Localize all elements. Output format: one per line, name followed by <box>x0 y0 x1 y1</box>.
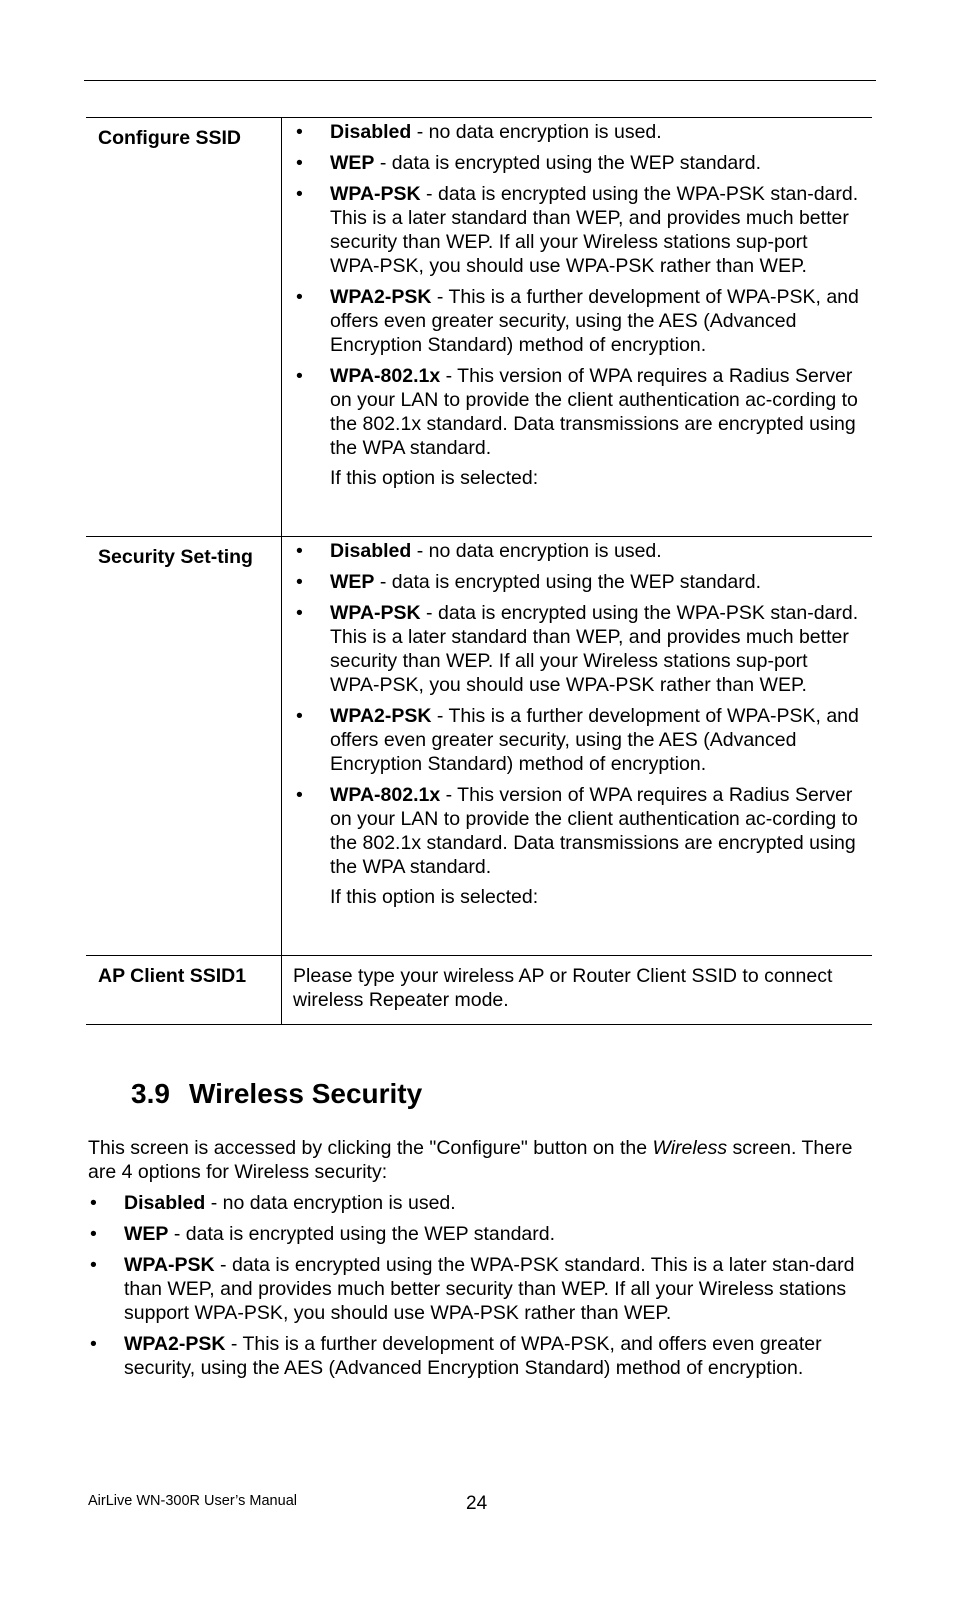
row-description: Please type your wireless AP or Router Client SSID to connect wireless Repeater mode. <box>293 965 833 1011</box>
header-rule <box>84 80 876 81</box>
list-item <box>88 1332 878 1380</box>
bullet-icon: • <box>90 1223 97 1245</box>
option-name: Disabled <box>330 121 412 143</box>
bullet-icon: • <box>296 705 303 727</box>
bullet-icon: • <box>296 121 303 143</box>
section-title: Wireless Security <box>189 1078 423 1109</box>
option-desc: - data is encrypted using the WPA-PSK standard. This is a later stan-dard than WEP, and provides much better security than WEP. If all your Wireless stations support WPA-PSK, you should use WPA-PSK rather than WEP. <box>124 1254 855 1324</box>
option-name: WPA-802.1x <box>330 365 441 387</box>
list-item <box>282 151 862 175</box>
section-body <box>88 1136 878 1380</box>
bullet-icon: • <box>296 784 303 806</box>
option-list <box>282 539 862 879</box>
option-name: WPA-802.1x <box>330 784 441 806</box>
list-item <box>282 539 862 563</box>
option-desc: - This version of WPA requires a Radius Server on your LAN to provide the client authentication ac-cording to the 802.1x standard. Data transmissions are encrypted using the WPA standard. <box>330 365 858 459</box>
list-item <box>282 285 862 357</box>
option-name: WPA2-PSK <box>330 286 432 308</box>
row-label: Configure SSID <box>86 118 282 537</box>
intro-emphasis: Wireless <box>652 1137 728 1159</box>
intro-text: This screen is accessed by clicking the "Configure" button on the <box>88 1137 653 1159</box>
option-name: WPA-PSK <box>330 602 421 624</box>
option-name: WPA2-PSK <box>330 705 432 727</box>
option-desc: - data is encrypted using the WPA-PSK stan-dard. This is a later standard than WEP, and provides much better security than WEP. If all your Wireless stations sup-port WPA-PSK, you should use WPA-PSK rather than WEP. <box>330 602 859 696</box>
bullet-icon: • <box>296 152 303 174</box>
row-label: AP Client SSID1 <box>86 956 282 1025</box>
option-name: WEP <box>330 571 375 593</box>
bullet-icon: • <box>296 602 303 624</box>
option-desc: - data is encrypted using the WEP standard. <box>374 571 762 593</box>
list-item <box>88 1191 878 1215</box>
table-row-ap-client-ssid1 <box>86 956 872 1025</box>
option-desc: - This is a further development of WPA-PSK, and offers even greater security, using the AES (Advanced Encryption Standard) method of encryption. <box>124 1333 822 1379</box>
section-number: 3.9 <box>131 1078 170 1109</box>
option-desc: - This version of WPA requires a Radius Server on your LAN to provide the client authentication ac-cording to the 802.1x standard. Data transmissions are encrypted using the WPA standard. <box>330 784 858 878</box>
option-name: WEP <box>330 152 375 174</box>
list-item <box>88 1222 878 1246</box>
list-item <box>282 704 862 776</box>
bullet-icon: • <box>90 1333 97 1355</box>
option-desc: - This is a further development of WPA-PSK, and offers even greater security, using the AES (Advanced Encryption Standard) method of encryption. <box>330 705 859 775</box>
intro-paragraph <box>88 1136 878 1184</box>
option-note: If this option is selected: <box>330 467 539 489</box>
bullet-icon: • <box>90 1254 97 1276</box>
option-name: Disabled <box>124 1192 206 1214</box>
option-name: Disabled <box>330 540 412 562</box>
bullet-icon: • <box>296 183 303 205</box>
list-item <box>282 570 862 594</box>
row-description <box>282 118 873 537</box>
option-name: WPA-PSK <box>330 183 421 205</box>
option-name: WEP <box>124 1223 169 1245</box>
option-note: If this option is selected: <box>330 886 539 908</box>
bullet-icon: • <box>296 540 303 562</box>
option-desc: - data is encrypted using the WPA-PSK stan-dard. This is a later standard than WEP, and provides much better security than WEP. If all your Wireless stations sup-port WPA-PSK, you should use WPA-PSK rather than WEP. <box>330 183 859 277</box>
option-desc: - no data encryption is used. <box>411 540 662 562</box>
option-desc: - no data encryption is used. <box>411 121 662 143</box>
option-desc: - data is encrypted using the WEP standard. <box>374 152 762 174</box>
bullet-icon: • <box>296 571 303 593</box>
table-row-security-setting <box>86 537 872 956</box>
list-item <box>88 1253 878 1325</box>
list-item <box>282 601 862 697</box>
intro-text: screen. There are 4 options for Wireless security: <box>88 1137 853 1183</box>
option-list <box>282 120 862 460</box>
bullet-icon: • <box>296 286 303 308</box>
list-item <box>282 182 862 278</box>
row-label: Security Set-ting <box>86 537 282 956</box>
option-desc: - data is encrypted using the WEP standard. <box>168 1223 556 1245</box>
list-item <box>282 783 862 879</box>
footer-manual-title: AirLive WN-300R User’s Manual <box>88 1493 297 1509</box>
option-name: WPA2-PSK <box>124 1333 226 1355</box>
bullet-icon: • <box>90 1192 97 1214</box>
row-description <box>282 537 873 956</box>
option-name: WPA-PSK <box>124 1254 215 1276</box>
bullet-icon: • <box>296 365 303 387</box>
option-desc: - This is a further development of WPA-PSK, and offers even greater security, using the AES (Advanced Encryption Standard) method of encryption. <box>330 286 859 356</box>
page-number: 24 <box>466 1493 488 1514</box>
option-desc: - no data encryption is used. <box>205 1192 456 1214</box>
security-option-list <box>88 1191 878 1380</box>
table-row-configure-ssid <box>86 118 872 537</box>
list-item <box>282 120 862 144</box>
settings-table <box>86 117 872 1025</box>
list-item <box>282 364 862 460</box>
section-heading <box>131 1076 422 1112</box>
